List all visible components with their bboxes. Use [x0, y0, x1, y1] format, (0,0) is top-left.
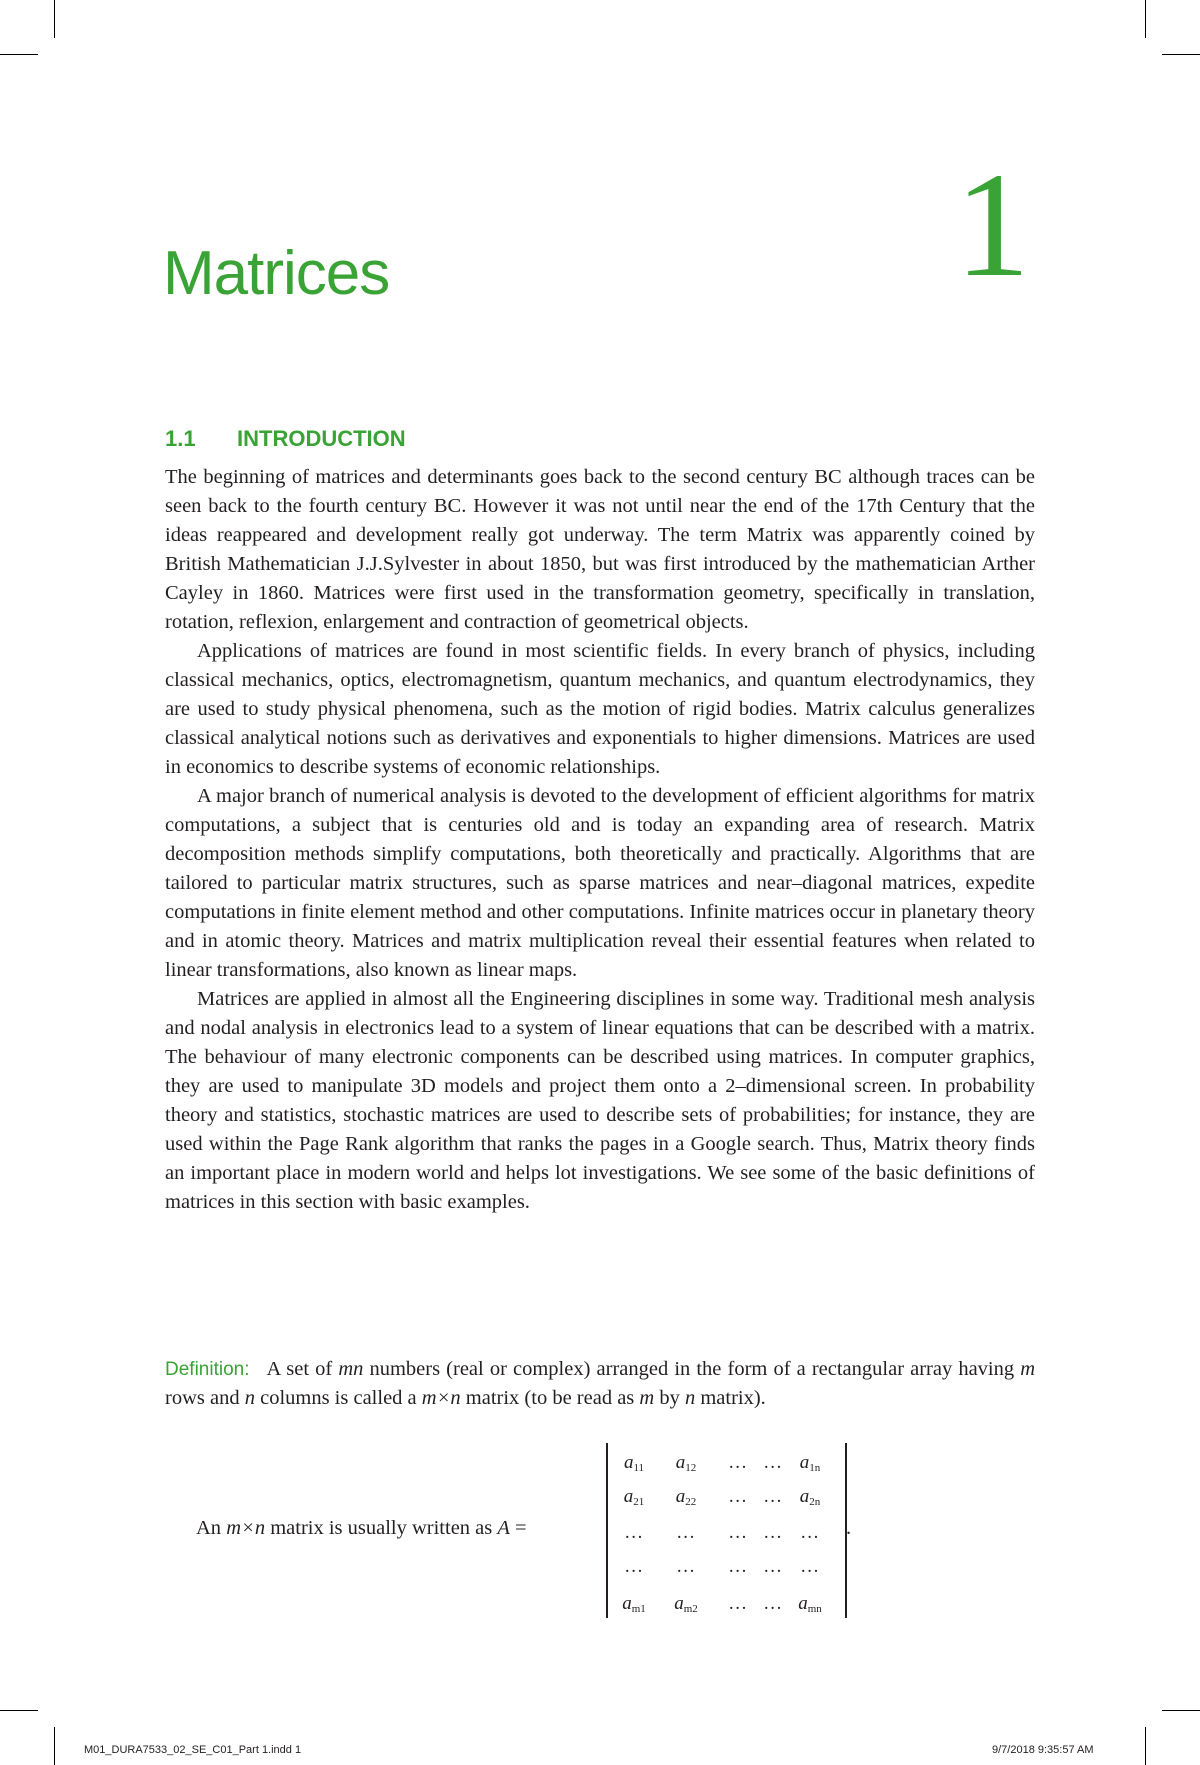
matrix-cell: $a_{m1}$	[622, 1593, 646, 1615]
chapter-title: Matrices	[163, 239, 390, 308]
crop-mark-bottom-left-v	[54, 1727, 55, 1765]
matrix-cell: …	[625, 1556, 643, 1577]
matrix-cell: …	[677, 1556, 695, 1577]
caption-var: A	[497, 1517, 510, 1539]
matrix-cell: …	[764, 1522, 782, 1543]
crop-mark-top-right-h	[1162, 54, 1200, 55]
definition-text: matrix (to be read as	[465, 1387, 635, 1409]
paragraph: A major branch of numerical analysis is devoted to the development of efficient algorithms for matrix computations, a subject that is centuries old and is today an expanding area of research. Matrix decomposition methods simplify computations, both theoretically and practically. Algorithms that are tailored to particular matrix structures, such as sparse matrices and near–diagonal matrices, expedite computations in finite element method and other computations. Infinite matrices occur in planetary theory and in atomic theory. Matrices and matrix multiplication reveal their essential features when related to linear transformations, also known as linear maps.	[165, 785, 1035, 981]
footer-timestamp: 9/7/2018 9:35:57 AM	[992, 1744, 1094, 1756]
matrix-cell: …	[764, 1593, 782, 1614]
section-title: INTRODUCTION	[237, 426, 406, 451]
matrix-cell: …	[729, 1486, 747, 1507]
caption-equals: =	[515, 1517, 527, 1539]
caption-text: matrix is usually written as	[270, 1517, 493, 1539]
matrix-cell: $a_{1n}$	[799, 1452, 821, 1474]
matrix-cell: …	[625, 1522, 643, 1543]
section-number: 1.1	[165, 426, 196, 451]
matrix-cell: …	[729, 1556, 747, 1577]
matrix-cell: $a_{m2}$	[674, 1593, 698, 1615]
paragraph: The beginning of matrices and determinants goes back to the second century BC although traces can be seen back to the fourth century BC. However it was not until near the end of the 17th Century that the ideas reappeared and development really got underway. The term Matrix was apparently coined by British Mathematician J.J.Sylvester in about 1850, but was first introduced by the mathematician Arther Cayley in 1860. Matrices were first used in the transformation geometry, specifically in translation, rotation, reflexion, enlargement and contraction of geometrical objects.	[165, 466, 1035, 633]
matrix-cell: $a_{mn}$	[798, 1593, 822, 1615]
matrix-cell: $a_{11}$	[623, 1452, 645, 1474]
crop-mark-bottom-left-h	[0, 1710, 38, 1711]
crop-mark-top-left-h	[0, 54, 38, 55]
matrix-cell: …	[801, 1522, 819, 1543]
definition-block	[165, 1355, 1035, 1413]
definition-var: m×n	[421, 1387, 461, 1409]
crop-mark-bottom-right-v	[1145, 1727, 1146, 1765]
crop-mark-top-left-v	[54, 0, 55, 38]
matrix-cell: …	[677, 1522, 695, 1543]
matrix-cell: …	[729, 1522, 747, 1543]
definition-text: A set of	[266, 1358, 333, 1380]
matrix-determinant	[606, 1443, 847, 1618]
crop-mark-top-right-v	[1145, 0, 1146, 38]
caption-text: An	[196, 1517, 222, 1539]
matrix-cell: …	[729, 1593, 747, 1614]
definition-text: numbers (real or complex) arranged in the form of a rectangular array having	[369, 1358, 1015, 1380]
matrix-cell: …	[764, 1452, 782, 1473]
definition-text: rows and	[165, 1387, 240, 1409]
caption-var: m×n	[226, 1517, 266, 1539]
matrix-cell: $a_{21}$	[623, 1486, 645, 1508]
definition-var: n	[244, 1387, 255, 1409]
definition-var: mn	[338, 1358, 364, 1380]
chapter-number: 1	[955, 142, 1030, 308]
definition-text: columns is called a	[260, 1387, 417, 1409]
definition-text: by	[659, 1387, 680, 1409]
definition-var: m	[639, 1387, 655, 1409]
matrix-cell: …	[801, 1556, 819, 1577]
definition-var: n	[684, 1387, 696, 1409]
paragraph: Applications of matrices are found in most scientific fields. In every branch of physics, including classical mechanics, optics, electromagnetism, quantum mechanics, and quantum electrodynamics, they are used to study physical phenomena, such as the motion of rigid bodies. Matrix calculus generalizes classical analytical notions such as derivatives and exponentials to higher dimensions. Matrices are used in economics to describe systems of economic relationships.	[165, 640, 1035, 778]
matrix-period: .	[846, 1517, 852, 1539]
footer-file-slug: M01_DURA7533_02_SE_C01_Part 1.indd 1	[84, 1744, 302, 1756]
matrix-cell: $a_{2n}$	[799, 1486, 821, 1508]
paragraph: Matrices are applied in almost all the Engineering disciplines in some way. Traditional mesh analysis and nodal analysis in electronics lead to a system of linear equations that can be described with a matrix. The behaviour of many electronic components can be described using matrices. In computer graphics, they are used to manipulate 3D models and project them onto a 2–dimensional screen. In probability theory and statistics, stochastic matrices are used to describe sets of probabilities; for instance, they are used within the Page Rank algorithm that ranks the pages in a Google search. Thus, Matrix theory finds an important place in modern world and helps lot investigations. We see some of the basic definitions of matrices in this section with basic examples.	[165, 988, 1035, 1213]
matrix-cell: $a_{12}$	[675, 1452, 697, 1474]
matrix-cell: …	[764, 1556, 782, 1577]
body-text	[165, 463, 1035, 1217]
crop-mark-bottom-right-h	[1162, 1710, 1200, 1711]
section-heading	[165, 426, 406, 452]
matrix-cell: $a_{22}$	[675, 1486, 697, 1508]
definition-text: matrix).	[700, 1387, 766, 1409]
matrix-cell: …	[764, 1486, 782, 1507]
definition-var: m	[1020, 1358, 1036, 1380]
matrix-cell: …	[729, 1452, 747, 1473]
matrix-caption	[196, 1514, 527, 1543]
definition-label: Definition:	[165, 1359, 250, 1380]
